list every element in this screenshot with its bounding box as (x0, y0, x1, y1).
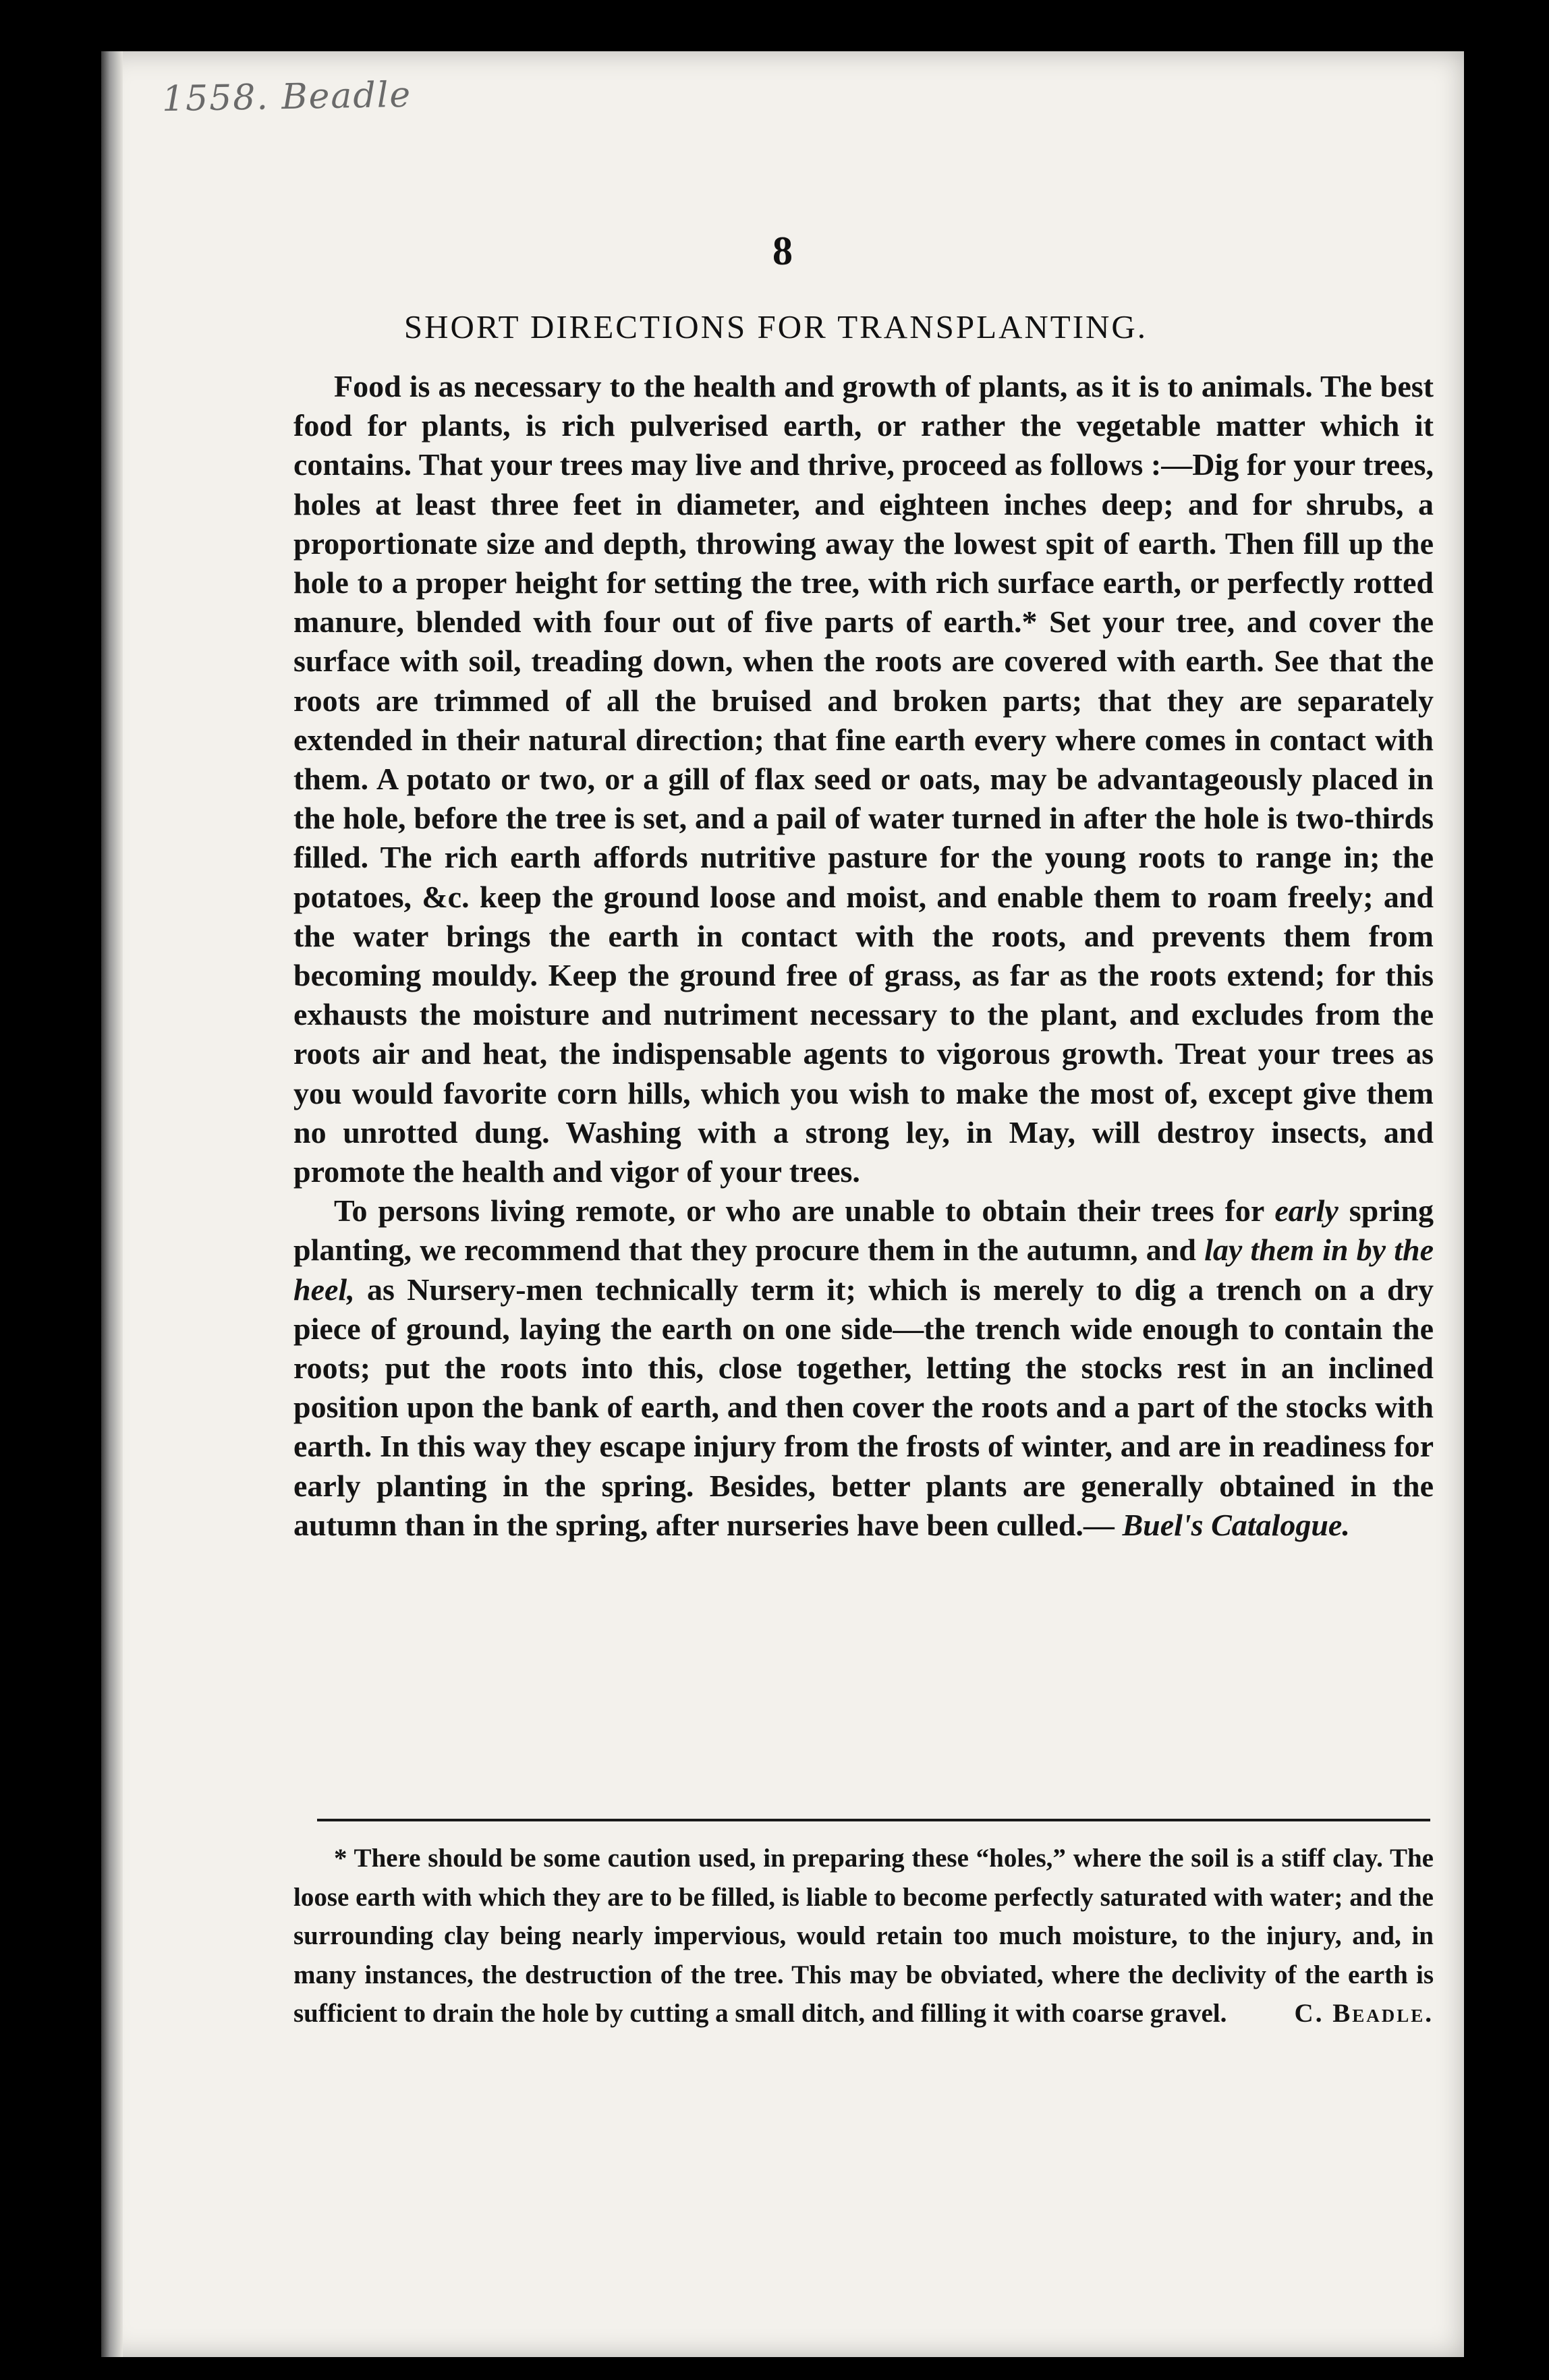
footnote (293, 1839, 1434, 2033)
page-number: 8 (772, 229, 793, 273)
paragraph-2-source: Buel's Catalogue. (1122, 1507, 1350, 1542)
paragraph-1: Food is as necessary to the health and growth of plants, as it is to animals. The best food for plants, is rich pulverised earth, or rather the vegetable matter which it contains. That your trees may live and thrive, proceed as follows :—Dig for your trees, holes at least three feet in diameter, and eighteen inches deep; and for shrubs, a proportionate size and depth, throwing away the lowest spit of earth. Then fill up the hole to a proper height for setting the tree, with rich surface earth, or perfectly rotted manure, blended with four out of five parts of earth.* Set your tree, and cover the surface with soil, treading down, when the roots are covered with earth. See that the roots are trimmed of all the bruised and broken parts; that they are separately extended in their natural direction; that fine earth every where comes in contact with them. A potato or two, or a gill of flax seed or oats, may be advantageously placed in the hole, before the tree is set, and a pail of water turned in after the hole is two-thirds filled. The rich earth affords nutritive pasture for the young roots to range in; the potatoes, &c. keep the ground loose and moist, and enable them to roam freely; and the water brings the earth in contact with the roots, and prevents them from becoming mouldy. Keep the ground free of grass, as far as the roots extend; for this exhausts the moisture and nutriment necessary to the plant, and excludes from the roots air and heat, the indispensable agents to vigorous growth. Treat your trees as you would favorite corn hills, which you wish to make the most of, except give them no unrotted dung. Washing with a strong ley, in May, will destroy insects, and promote the health and vigor of your trees. (293, 369, 1434, 1189)
footnote-text (293, 1839, 1434, 2033)
paragraph-2 (293, 1191, 1434, 1545)
page-title: SHORT DIRECTIONS FOR TRANSPLANTING. (403, 308, 1148, 345)
document-page (101, 51, 1464, 2357)
paragraph-2-part-3: as Nursery-men technically term it; which is merely to dig a trench on a dry piece of ground, laying the earth on one side—the trench wide enough to contain the roots; put the roots into this, close together, letting the stocks rest in an inclined position upon the bank of earth, and then cover the roots and a part of the stocks with earth. In this way they escape injury from the frosts of winter, and are in readiness for early planting in the spring. Besides, better plants are generally obtained in the autumn than in the spring, after nurseries have been culled.— (293, 1272, 1434, 1542)
paragraph-2-part-2: spring planting, we recommend that they procure them in the autumn, and (293, 1193, 1434, 1268)
paragraph-2-early: early (1274, 1193, 1339, 1228)
page-fold-shadow (101, 51, 123, 2357)
footnote-signature: C. Beadle. (1294, 1999, 1434, 2028)
paragraph-2-part-1: To persons living remote, or who are unable to obtain their trees for (334, 1193, 1275, 1228)
footnote-body: * There should be some caution used, in preparing these “holes,” where the soil is a stiff clay. The loose earth with which they are to be filled, is liable to become perfectly saturated with water; and the surrounding clay being nearly impervious, would retain too much moisture, to the injury, and, in many instances, the destruction of the tree. This may be obviated, where the declivity of the earth is sufficient to drain the hole by cutting a small ditch, and filling it with coarse gravel. (293, 1844, 1434, 2028)
main-text (293, 367, 1434, 1545)
paragraph-2-heel: lay them in by the heel, (293, 1232, 1434, 1307)
footnote-divider (317, 1819, 1430, 1821)
handwritten-shelf-mark: 1558. Beadle (161, 74, 412, 120)
